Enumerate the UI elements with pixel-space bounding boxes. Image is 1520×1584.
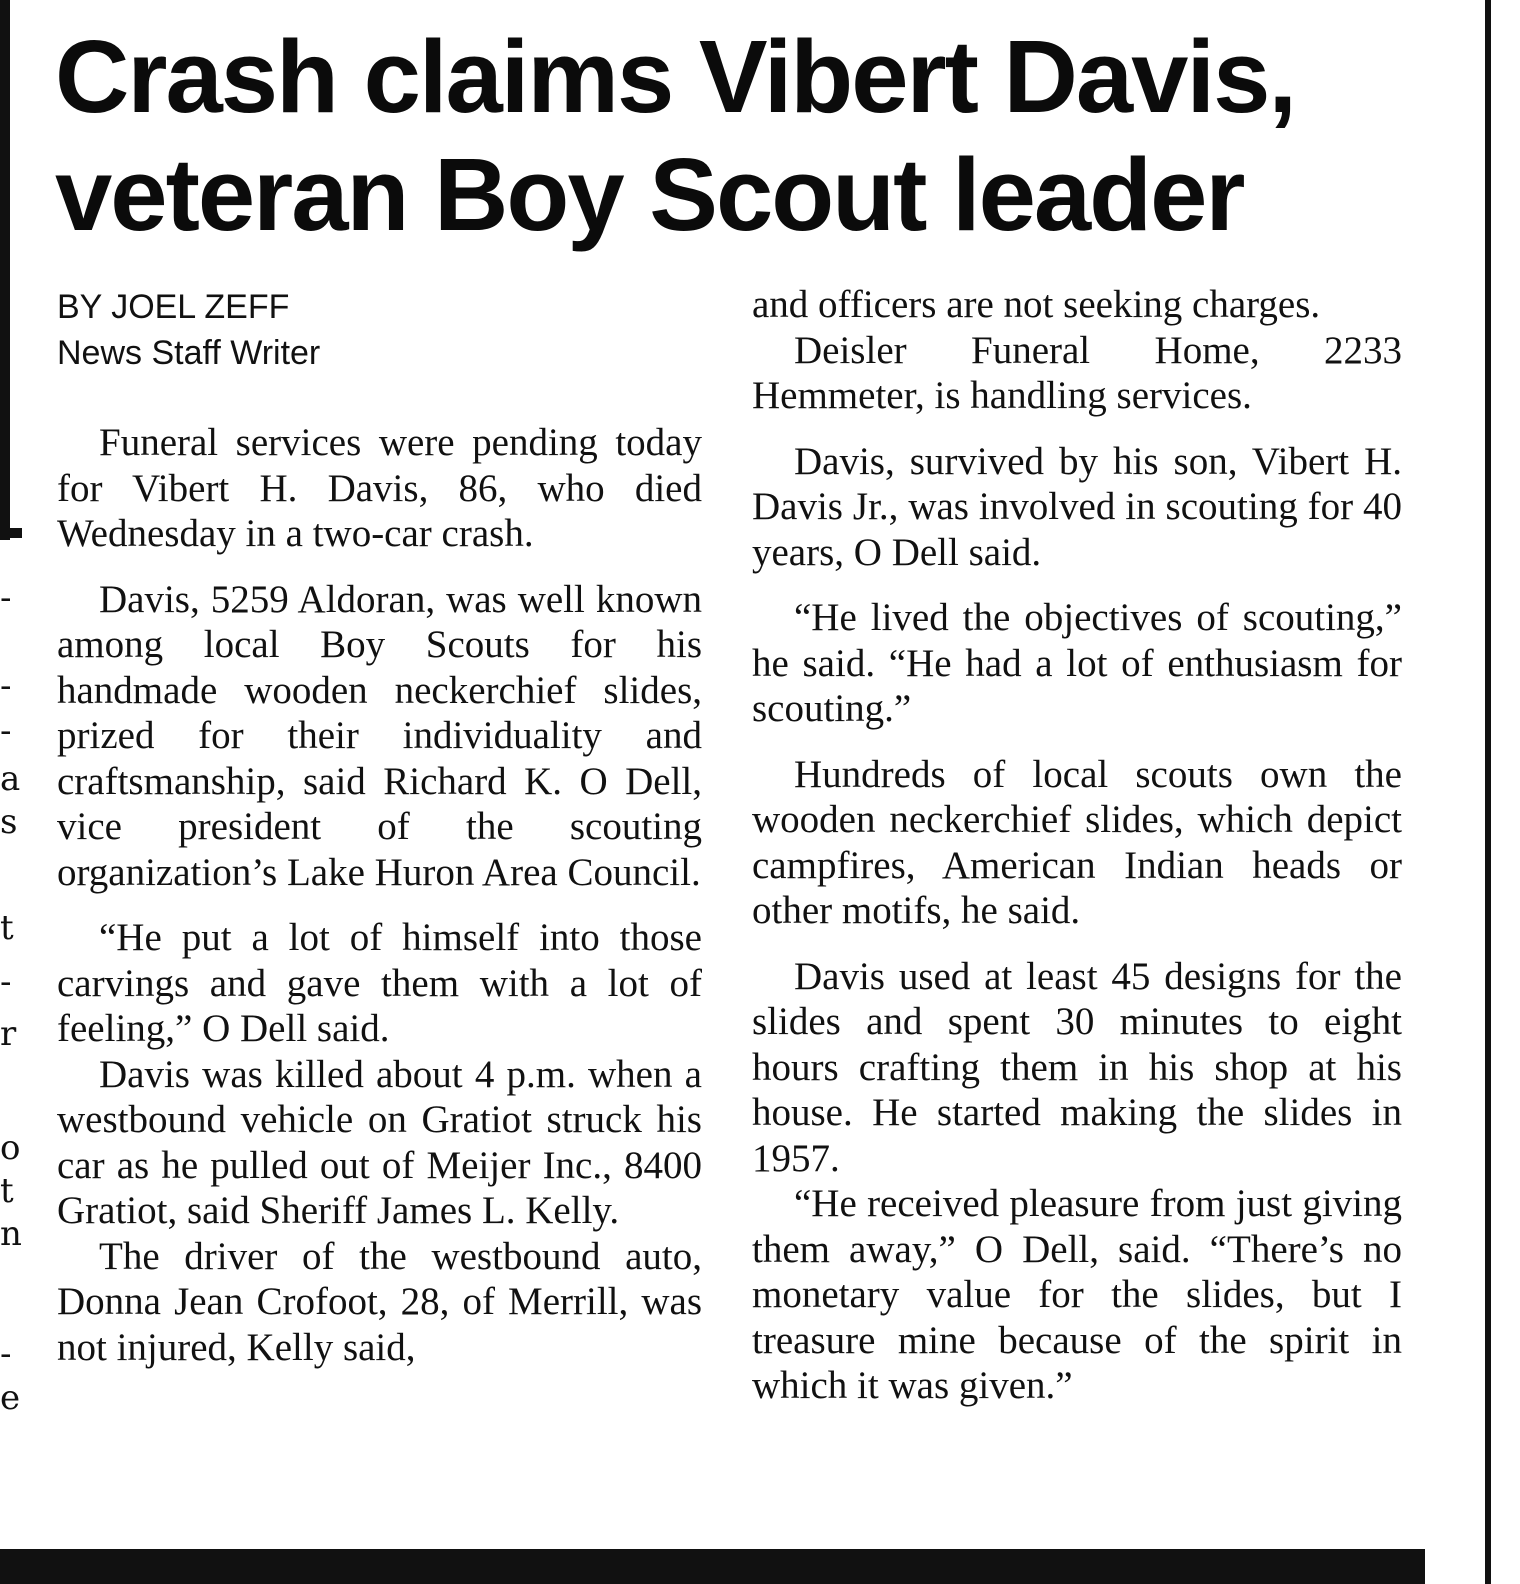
- paragraph: “He received pleasure from just giving them away,” O Dell, said. “There’s no monetary value for the slides, but I treasure mine because of the spirit in which it was given.”: [752, 1182, 1402, 1407]
- left-rule-tick: [0, 528, 22, 538]
- bottom-rule: [0, 1549, 1425, 1584]
- left-column-rule: [0, 0, 10, 540]
- paragraph: Davis was killed about 4 p.m. when a westbound vehicle on Gratiot struck his car as he pulled out of Meijer Inc., 8400 Gratiot, said Sheriff James L. Kelly.: [57, 1052, 702, 1232]
- headline-line-1: Crash claims Vibert Davis,: [55, 19, 1295, 134]
- edge-fragment: t: [0, 1171, 14, 1211]
- article-column-left: [57, 420, 702, 1370]
- paragraph: Hundreds of local scouts own the wooden neckerchief slides, which depict campfires, American Indian heads or other motifs, he said.: [752, 752, 1402, 932]
- headline-line-2: veteran Boy Scout leader: [55, 137, 1244, 252]
- edge-fragment: t: [0, 908, 14, 948]
- right-column-rule: [1485, 0, 1491, 1584]
- paragraph: Deisler Funeral Home, 2233 Hemmeter, is handling services.: [752, 328, 1402, 417]
- paragraph: Davis, 5259 Aldoran, was well known among local Boy Scouts for his handmade wooden neckerchief slides, prized for their individuality and craftsmanship, said Richard K. O Dell, vice president of the scouting organization’s Lake Huron Area Council.: [57, 577, 702, 894]
- byline-role: News Staff Writer: [57, 334, 321, 372]
- paragraph: Davis used at least 45 designs for the slides and spent 30 minutes to eight hours crafting them in his shop at his house. He started making the slides in 1957.: [752, 954, 1402, 1180]
- edge-fragment: o: [0, 1128, 21, 1168]
- paragraph: Funeral services were pending today for Vibert H. Davis, 86, who died Wednesday in a two-car crash.: [57, 421, 702, 555]
- edge-fragment: -: [0, 711, 12, 751]
- byline: [57, 284, 320, 376]
- edge-fragment: r: [0, 1014, 17, 1054]
- edge-fragment: n: [0, 1214, 22, 1254]
- edge-fragment: -: [0, 578, 12, 618]
- edge-fragment: -: [0, 666, 12, 706]
- headline: [55, 18, 1455, 254]
- byline-author: BY JOEL ZEFF: [57, 288, 290, 326]
- edge-fragment: -: [0, 962, 12, 1002]
- paragraph: The driver of the westbound auto, Donna Jean Crofoot, 28, of Merrill, was not injured, Kelly said,: [57, 1234, 702, 1369]
- edge-fragment: s: [0, 802, 18, 842]
- paragraph: “He put a lot of himself into those carvings and gave them with a lot of feeling,” O Dell said.: [57, 916, 702, 1050]
- paragraph: and officers are not seeking charges.: [752, 283, 1321, 326]
- edge-fragment: e: [0, 1378, 21, 1418]
- paragraph: “He lived the objectives of scouting,” he said. “He had a lot of enthusiasm for scouting.”: [752, 596, 1402, 730]
- paragraph: Davis, survived by his son, Vibert H. Davis Jr., was involved in scouting for 40 years, O Dell said.: [752, 439, 1402, 574]
- edge-fragment: -: [0, 1334, 12, 1374]
- article-column-right: [752, 282, 1402, 1409]
- edge-fragment: a: [0, 759, 21, 799]
